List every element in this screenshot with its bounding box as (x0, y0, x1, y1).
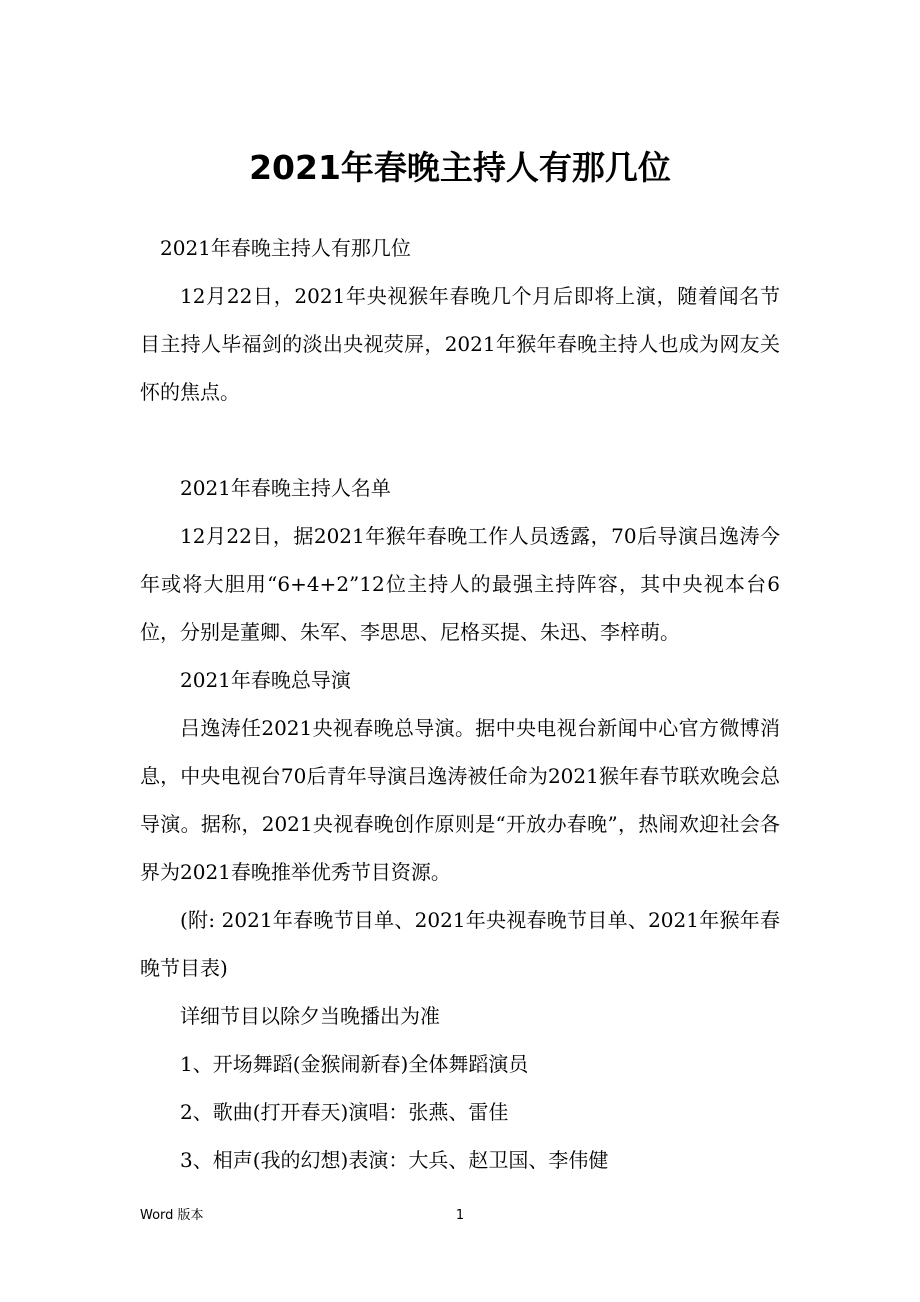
paragraph-host-list-heading: 2021年春晚主持人名单 (180, 476, 391, 500)
paragraph-program-note: 详细节目以除夕当晚播出为准 (180, 1004, 440, 1028)
paragraph-director: 吕逸涛任2021央视春晚总导演。据中央电视台新闻中心官方微博消息，中央电视台70后青年导演吕逸涛被任命为2021猴年春节联欢晚会总导演。据称，2021央视春晚创作原则是“开放办春晚”，热闹欢迎社会各界为2021春晚推举优秀节目资源。 (140, 716, 780, 884)
footer-version-label: Word 版本 (140, 1208, 204, 1223)
document-title: 2021年春晚主持人有那几位 (249, 148, 671, 187)
paragraph-director-heading: 2021年春晚总导演 (180, 668, 351, 692)
paragraph-heading-intro: 2021年春晚主持人有那几位 (160, 236, 411, 260)
paragraph-intro: 12月22日，2021年央视猴年春晚几个月后即将上演，随着闻名节目主持人毕福剑的淡出央视荧屏，2021年猴年春晚主持人也成为网友关怀的焦点。 (140, 284, 780, 404)
program-item-1: 1、开场舞蹈(金猴闹新春)全体舞蹈演员 (180, 1052, 529, 1076)
program-item-2: 2、歌曲(打开春天)演唱：张燕、雷佳 (180, 1100, 509, 1124)
document-body (140, 224, 780, 1184)
paragraph-host-list: 12月22日，据2021年猴年春晚工作人员透露，70后导演吕逸涛今年或将大胆用“6+4+2”12位主持人的最强主持阵容，其中央视本台6位，分别是董卿、朱军、李思思、尼格买提、朱迅、李梓萌。 (140, 524, 780, 644)
footer-page-number: 1 (455, 1208, 465, 1223)
paragraph-spacer (140, 416, 780, 464)
program-item-3: 3、相声(我的幻想)表演：大兵、赵卫国、李伟健 (180, 1148, 609, 1172)
paragraph-appendix-note: (附: 2021年春晚节目单、2021年央视春晚节目单、2021年猴年春晚节目表) (140, 908, 780, 980)
